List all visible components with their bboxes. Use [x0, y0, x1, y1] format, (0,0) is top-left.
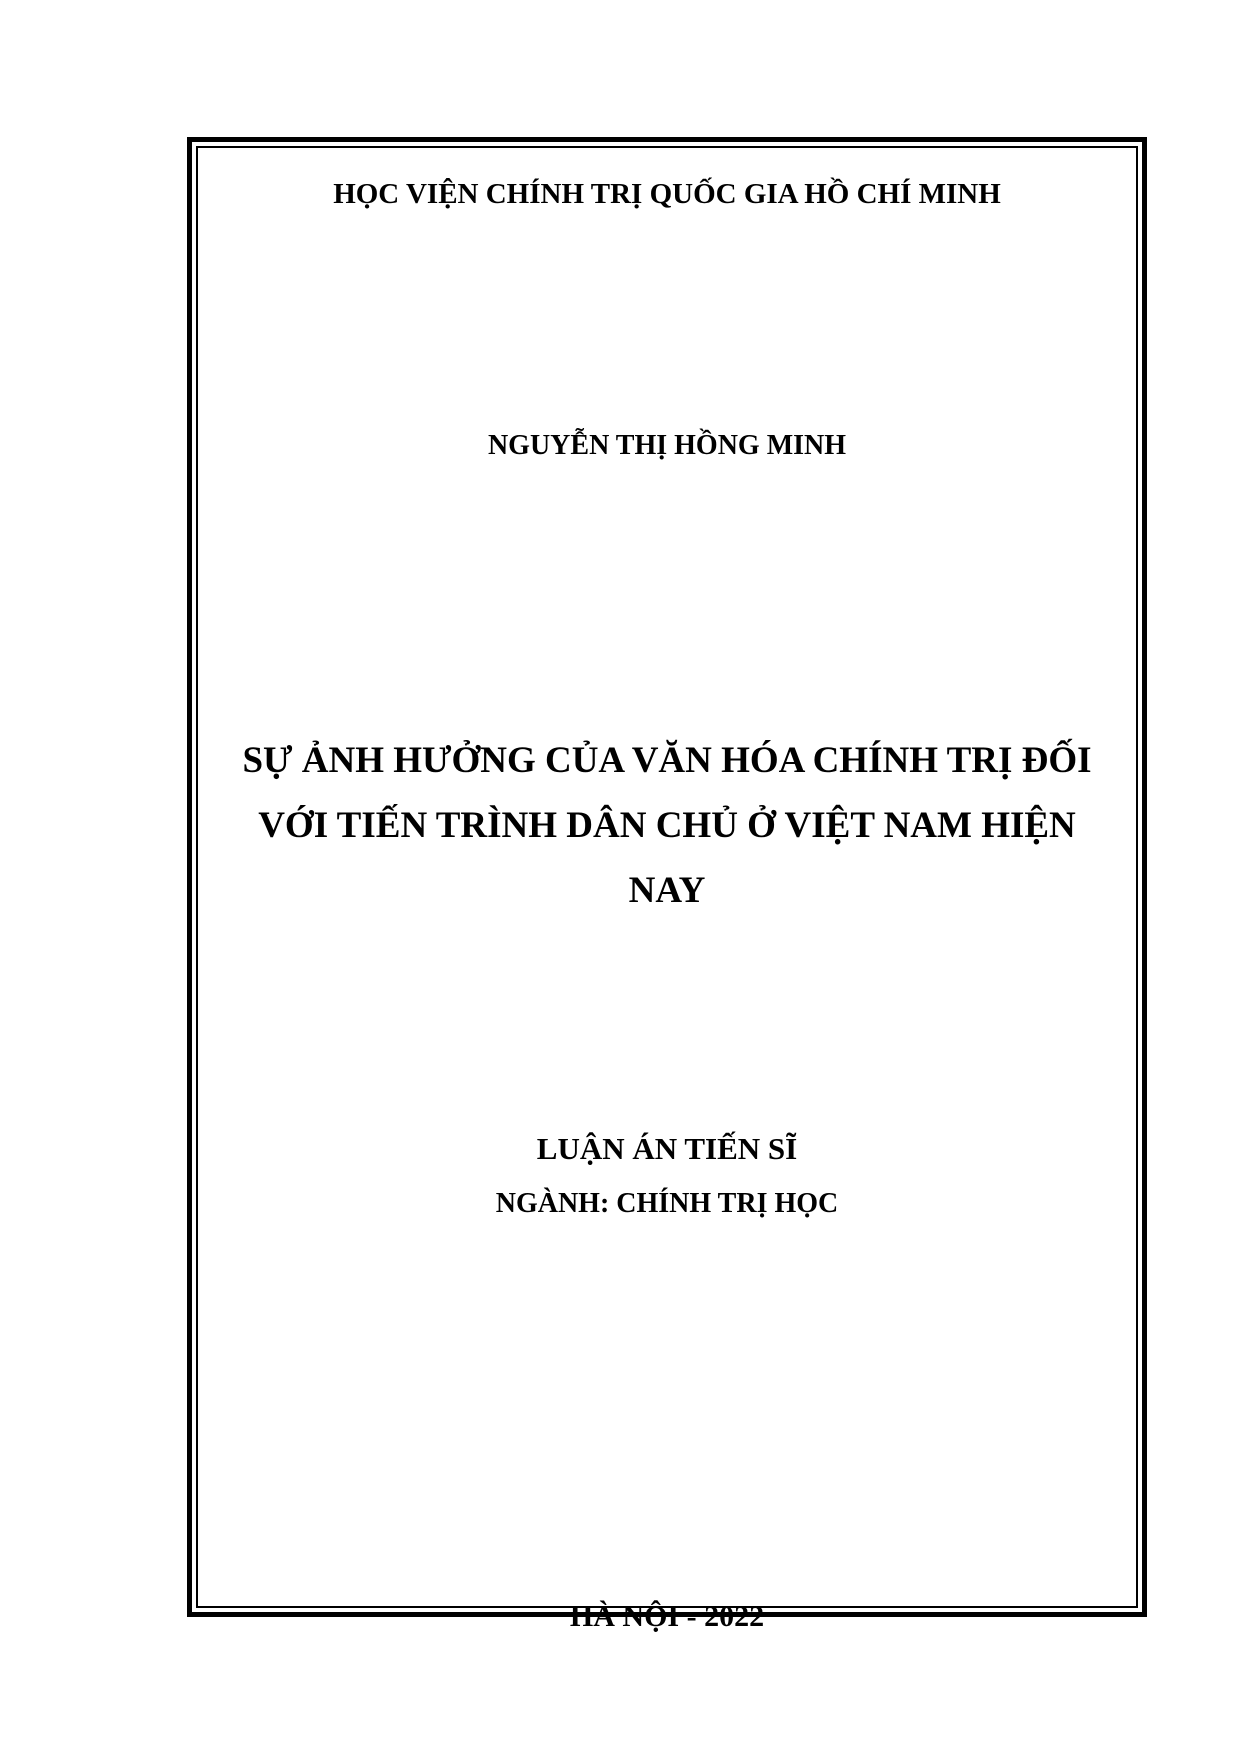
major-field: NGÀNH: CHÍNH TRỊ HỌC [495, 1188, 839, 1219]
institution-name: HỌC VIỆN CHÍNH TRỊ QUỐC GIA HỒ CHÍ MINH [333, 178, 1001, 210]
degree-type: LUẬN ÁN TIẾN SĨ [536, 1131, 798, 1166]
thesis-title-line: SỰ ẢNH HƯỞNG CỦA VĂN HÓA CHÍNH TRỊ ĐỐI [242, 740, 1092, 781]
thesis-title [187, 728, 1147, 923]
author-name: NGUYỄN THỊ HỒNG MINH [487, 430, 847, 461]
thesis-title-line: VỚI TIẾN TRÌNH DÂN CHỦ Ở VIỆT NAM HIỆN [258, 805, 1076, 846]
thesis-title-line: NAY [628, 870, 706, 911]
place-and-year: HÀ NỘI - 2022 [569, 1600, 765, 1633]
